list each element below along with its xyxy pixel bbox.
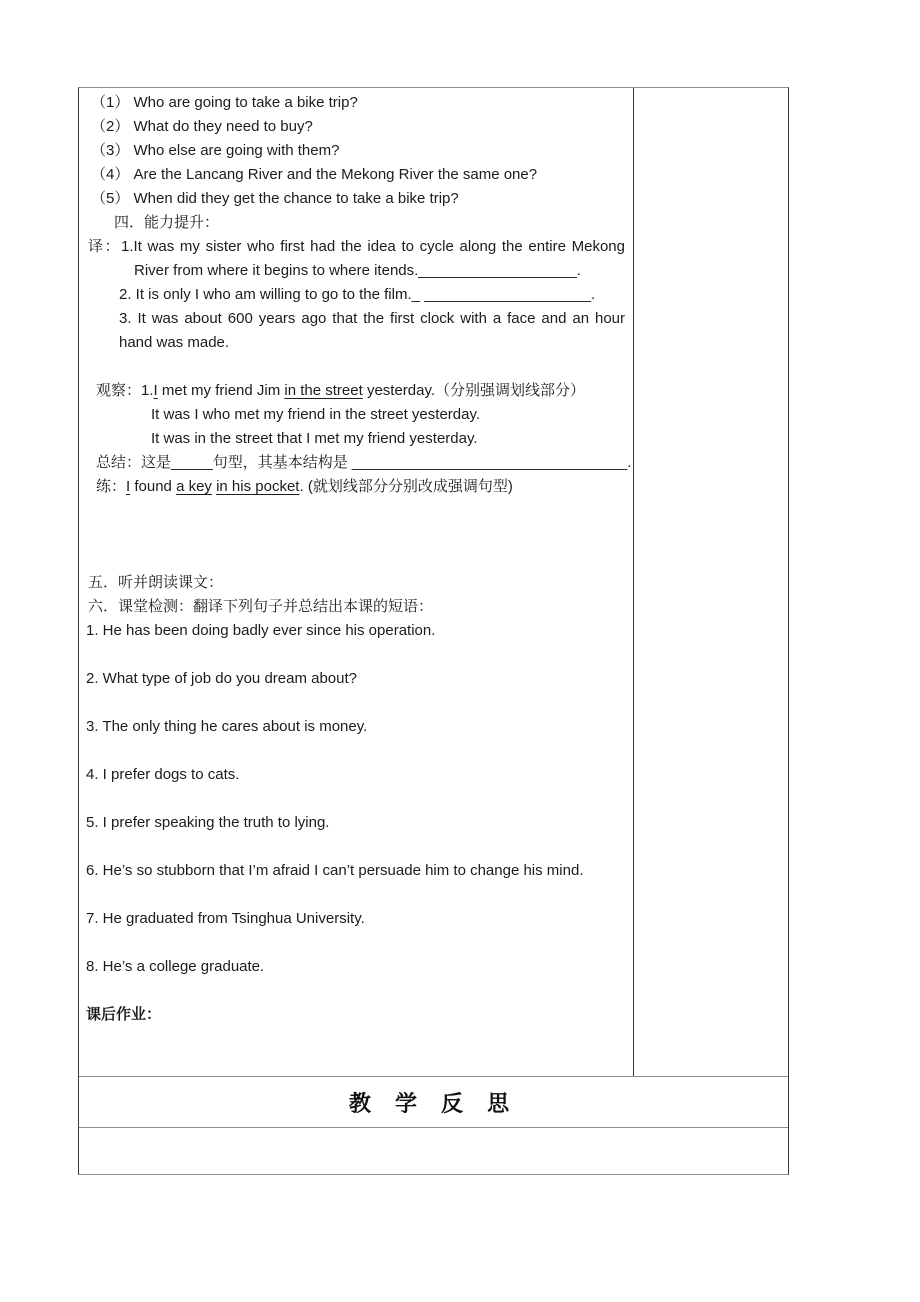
underlined-subject: I bbox=[126, 478, 131, 495]
underlined-phrase: in the street bbox=[284, 382, 363, 399]
underlined-phrase: in his pocket bbox=[216, 478, 300, 495]
observe-text: met my friend Jim bbox=[157, 382, 285, 399]
practice-text: found bbox=[130, 478, 177, 495]
practice-label: 练： bbox=[96, 478, 127, 495]
translation-sentence: 5. I prefer speaking the truth to lying. bbox=[86, 814, 330, 831]
translate-sentence-1: 1.It was my sister who first had the idea to cycle along the entire Mekong bbox=[121, 238, 625, 255]
reading-question: （2） What do they need to buy? bbox=[91, 118, 313, 135]
practice-line bbox=[79, 475, 633, 499]
translation-sentence: 7. He graduated from Tsinghua University. bbox=[86, 910, 365, 927]
summary-label: 总结： bbox=[96, 454, 142, 471]
observe-text: yesterday. bbox=[362, 382, 436, 399]
teaching-reflection-title: 教 学 反 思 bbox=[348, 1090, 519, 1116]
spacer bbox=[79, 355, 633, 379]
section4-heading: 四．能力提升： bbox=[114, 214, 220, 231]
practice-note: . (就划线部分分别改成强调句型) bbox=[299, 478, 513, 495]
translate-line-3-cont: hand was made. bbox=[119, 334, 230, 351]
reading-question: （3） Who else are going with them? bbox=[91, 142, 340, 159]
reading-question: （1） Who are going to take a bike trip? bbox=[91, 94, 358, 111]
spacer bbox=[79, 499, 633, 571]
translation-sentence: 8. He’s a college graduate. bbox=[86, 958, 265, 975]
observe-number: 1. bbox=[141, 382, 154, 399]
teaching-reflection-empty-row bbox=[79, 1128, 788, 1174]
translate-line-1-cont: River from where it begins to where itends.___________________. bbox=[134, 262, 581, 279]
translate-line-3: 3. It was about 600 years ago that the first clock with a face and an hour bbox=[119, 310, 625, 327]
translate-line-2: 2. It is only I who am willing to go to the film._ ____________________. bbox=[119, 286, 596, 303]
observe-line bbox=[79, 379, 633, 403]
translate-line-1 bbox=[79, 235, 633, 259]
underlined-object: a key bbox=[176, 478, 212, 495]
underlined-subject: I bbox=[153, 382, 158, 399]
observe-label: 观察： bbox=[96, 382, 142, 399]
observe-example-2: It was in the street that I met my friend yesterday. bbox=[151, 430, 478, 447]
observe-note: （分别强调划线部分） bbox=[435, 382, 586, 399]
section6-heading: 六．课堂检测：翻译下列句子并总结出本课的短语： bbox=[88, 598, 434, 615]
translation-sentence: 2. What type of job do you dream about? bbox=[86, 670, 358, 687]
lesson-plan-table bbox=[78, 87, 789, 1175]
lesson-content-row bbox=[79, 88, 788, 1077]
translate-label: 译： bbox=[88, 238, 122, 255]
observe-example-1: It was I who met my friend in the street yesterday. bbox=[151, 406, 481, 423]
lesson-content-cell bbox=[79, 88, 634, 1076]
summary-line bbox=[79, 451, 633, 475]
homework-label: 课后作业： bbox=[86, 1006, 162, 1023]
summary-text: 这是_____句型，其基本结构是 _________________________________. bbox=[141, 454, 632, 471]
translation-sentence: 6. He’s so stubborn that I’m afraid I can’t persuade him to change his mind. bbox=[86, 862, 584, 879]
section5-heading: 五．听并朗读课文： bbox=[88, 574, 224, 591]
teaching-reflection-header-row bbox=[79, 1077, 788, 1128]
reading-question: （5） When did they get the chance to take a bike trip? bbox=[91, 190, 459, 207]
notes-column-cell bbox=[634, 88, 788, 1076]
translation-sentence: 4. I prefer dogs to cats. bbox=[86, 766, 240, 783]
translation-sentence: 3. The only thing he cares about is money. bbox=[86, 718, 368, 735]
translation-sentence: 1. He has been doing badly ever since his operation. bbox=[86, 622, 436, 639]
reading-question: （4） Are the Lancang River and the Mekong River the same one? bbox=[91, 166, 538, 183]
